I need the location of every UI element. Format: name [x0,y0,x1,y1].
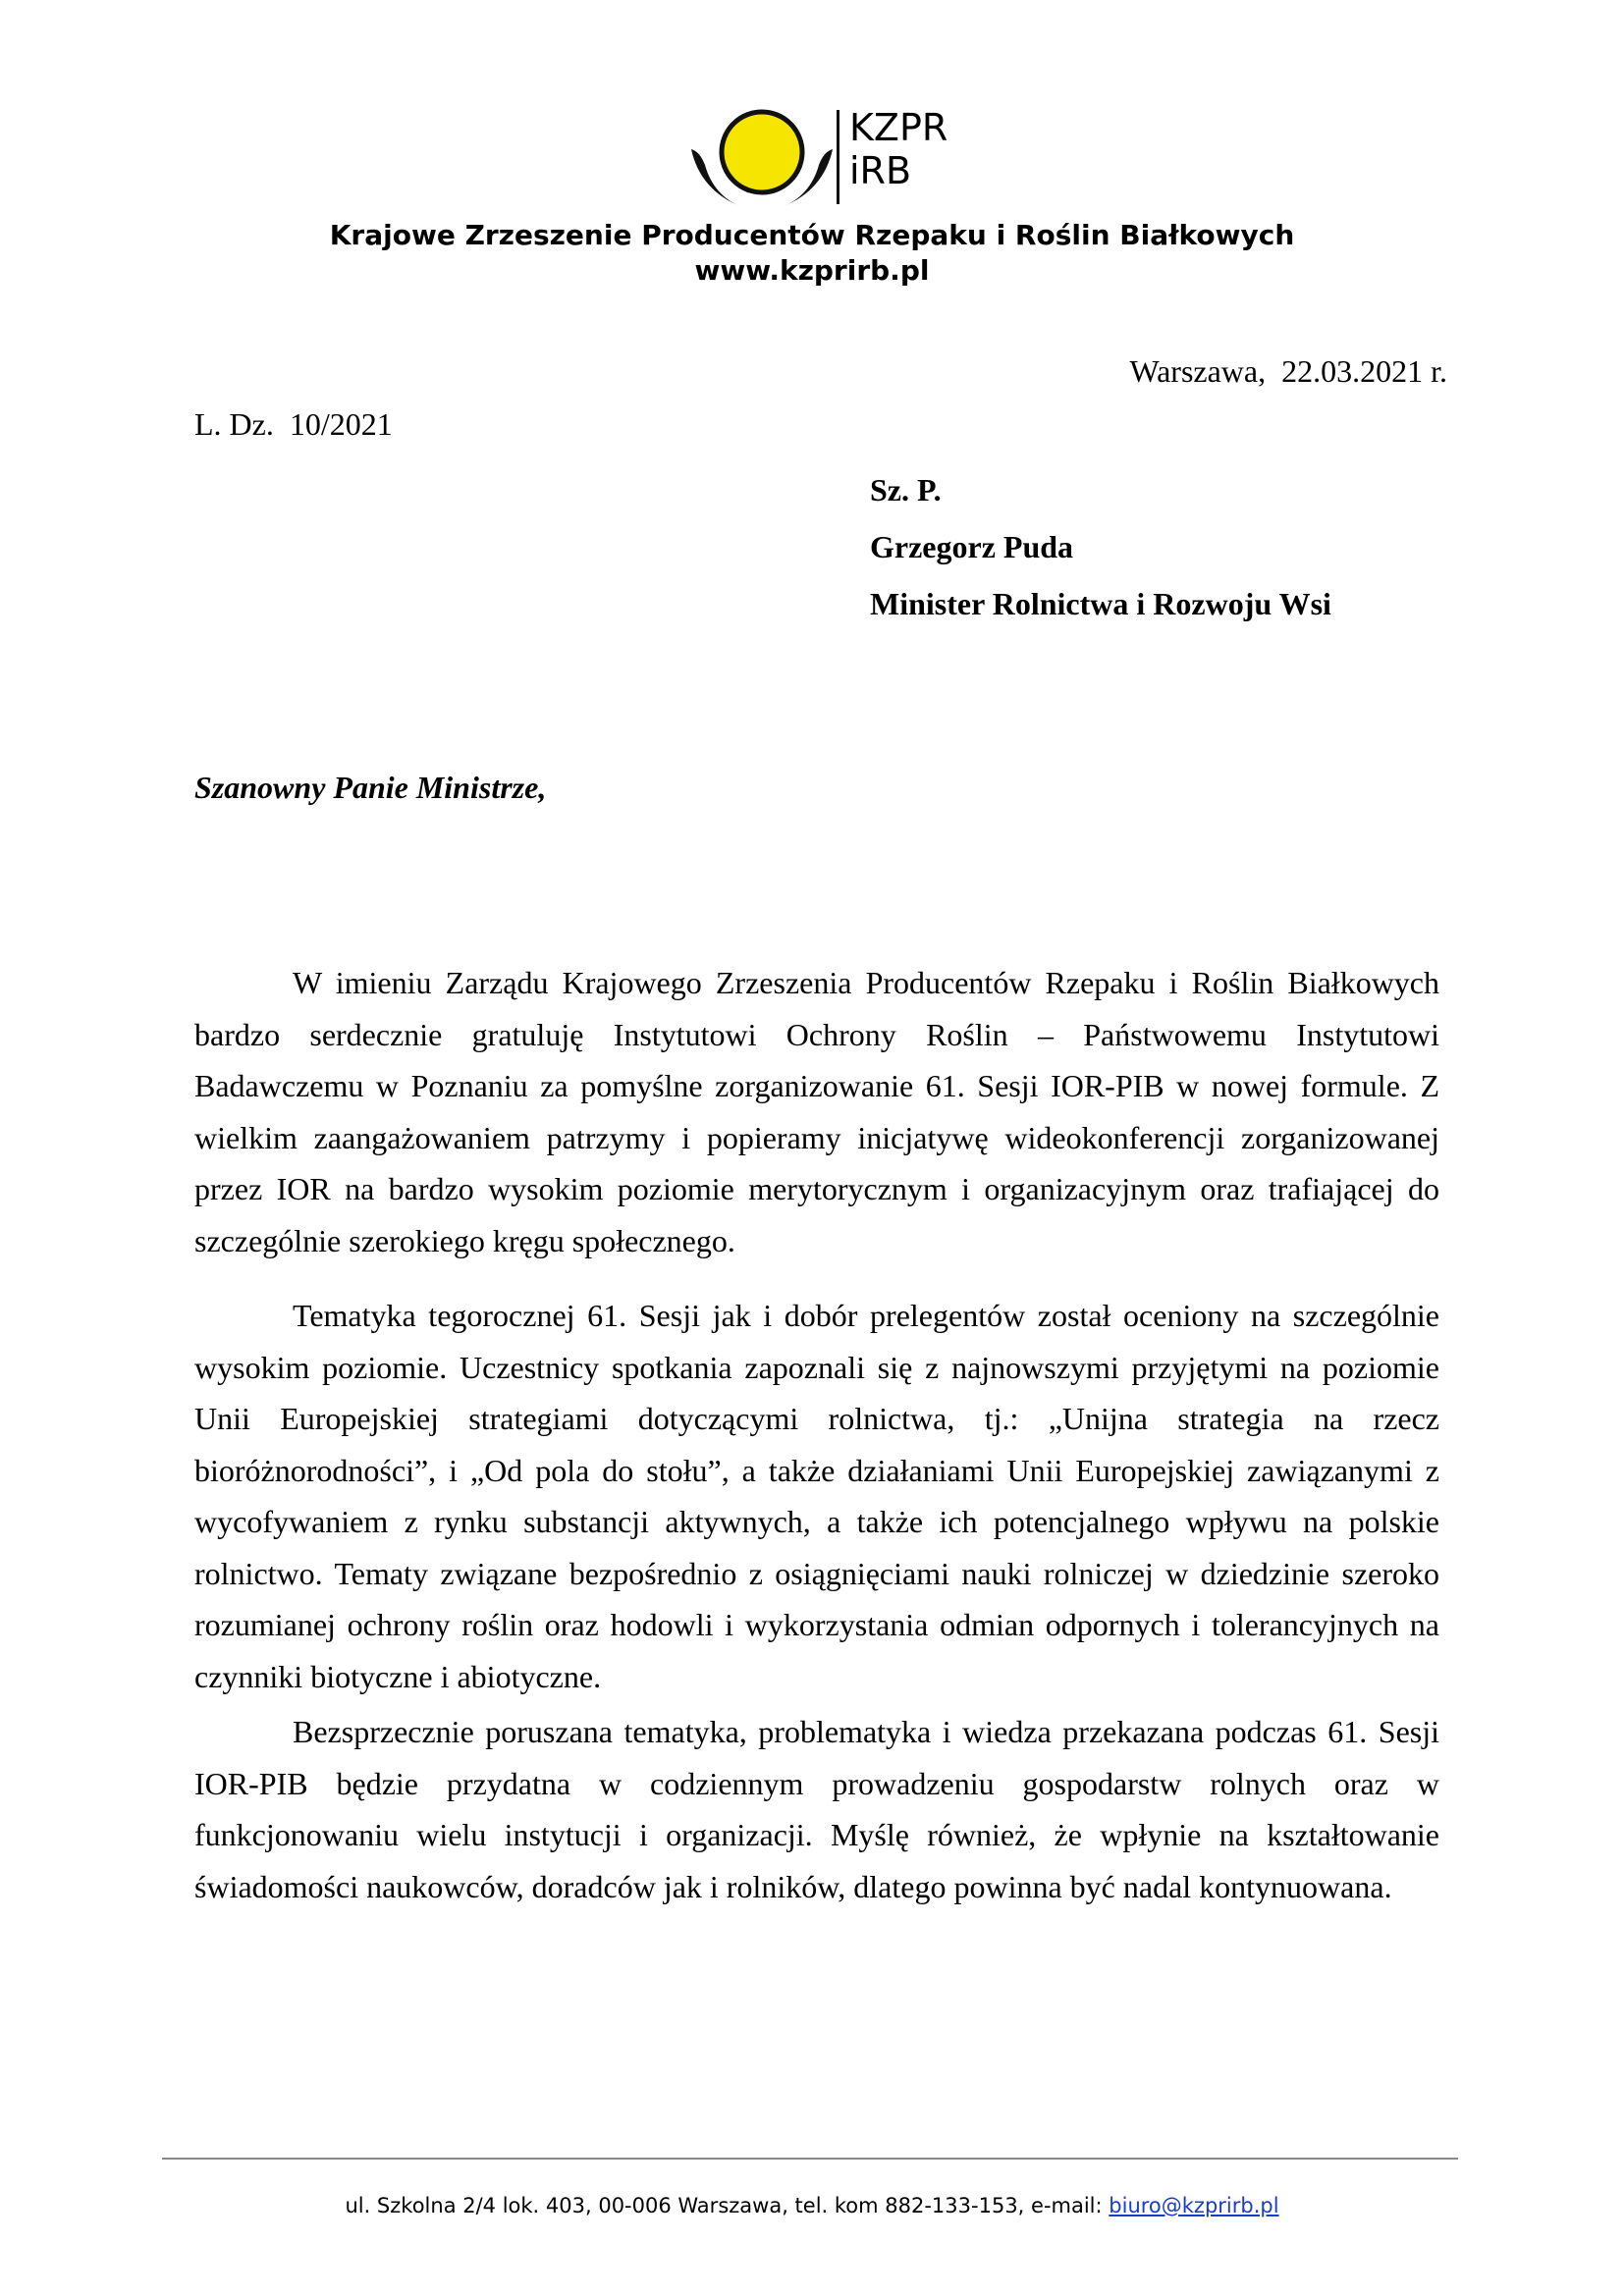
organization-name: Krajowe Zrzeszenie Producentów Rzepaku i Roślin Białkowych [329,219,1295,251]
reference-number: L. Dz. 10/2021 [194,406,393,442]
recipient-position: Minister Rolnictwa i Rozwoju Wsi [870,586,1331,621]
paragraph-1: W imieniu Zarządu Krajowego Zrzeszenia Producentów Rzepaku i Roślin Białkowych bardzo serdecznie gratuluję Instytutowi Ochrony Roślin – Państwowemu Instytutowi Badawczemu w Poznaniu za pomyślne zorganizowanie 61. Sesji IOR-PIB w nowej formule. Z wielkim zaangażowaniem patrzymy i popieramy inicjatywę wideokonferencji zorganizowanej przez IOR na bardzo wysokim poziomie merytorycznym i organizacyjnym oraz trafiającej do szczególnie szerokiego kręgu społecznego. [194,965,1439,1258]
letter-body [194,957,1439,1912]
logo-text-kzpr: KZPR [849,106,948,149]
logo-sun-icon [687,106,844,214]
logo-divider [837,110,839,204]
footer-email-link[interactable]: biuro@kzprirb.pl [1109,2194,1279,2217]
salutation: Szanowny Panie Ministrze, [194,770,547,805]
logo-text [849,106,947,192]
footer-contact [0,2191,1624,2220]
logo-text-irb: iRB [849,149,912,192]
footer-address: ul. Szkolna 2/4 lok. 403, 00-006 Warszawa, tel. kom 882-133-153, e-mail: [345,2194,1110,2217]
recipient-block [870,461,1331,632]
footer-divider [162,2158,1458,2160]
recipient-title: Sz. P. [870,472,942,507]
letter-date: Warszawa, 22.03.2021 r. [1129,353,1447,389]
paragraph-2: Tematyka tegorocznej 61. Sesji jak i dobór prelegentów został oceniony na szczególnie wysokim poziomie. Uczestnicy spotkania zapoznali się z najnowszymi przyjętymi na poziomie Unii Europejskiej strategiami dotyczącymi rolnictwa, tj.: „Unijna strategia na rzecz bioróżnorodności”, i „Od pola do stołu”, a także działaniami Unii Europejskiej zawiązanymi z wycofywaniem z rynku substancji aktywnych, a także ich potencjalnego wpływu na polskie rolnictwo. Tematy związane bezpośrednio z osiągnięciami nauki rolniczej w dziedzinie szeroko rozumianej ochrony roślin oraz hodowli i wykorzystania odmian odpornych i tolerancyjnych na czynniki biotyczne i abiotyczne. [194,1298,1439,1694]
recipient-name: Grzegorz Puda [870,529,1074,564]
organization-website[interactable]: www.kzprirb.pl [694,254,930,287]
organization-logo [687,106,952,214]
paragraph-3: Bezsprzecznie poruszana tematyka, problematyka i wiedza przekazana podczas 61. Sesji IOR-PIB będzie przydatna w codziennym prowadzeniu gospodarstw rolnych oraz w funkcjonowaniu wielu instytucji i organizacji. Myślę również, że wpłynie na kształtowanie świadomości naukowców, doradców jak i rolników, dlatego powinna być nadal kontynuowana. [194,1714,1439,1904]
